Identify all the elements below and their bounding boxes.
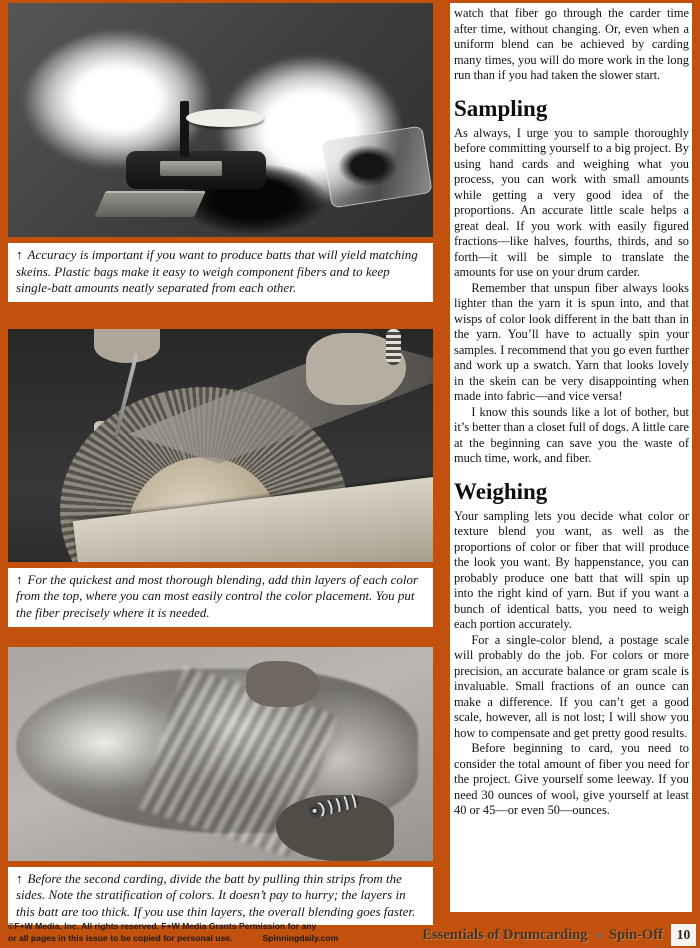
photo-drum-carder-layering	[8, 329, 433, 562]
hand-gripping-batt-top	[246, 661, 320, 707]
running-footer	[422, 924, 696, 946]
sampling-paragraph-2: Remember that unspun fiber always looks lighter than the yarn it is spun into, and that wisps of color look different in the batt than in the yarn. You’ll have to actually spin your samples. I recommend that you go even further and work up a swatch. Yarn that looks lovely in the skein can be very disappointing when made into fabric—and vice versa!	[454, 280, 689, 403]
up-arrow-icon: ↑	[16, 870, 23, 886]
sampling-paragraph-3: I know this sounds like a lot of bother, but it’s better than a closet full of dogs. A little care at the beginning can save you the waste of much time, work, and fiber.	[454, 404, 690, 465]
copyright-line-2: or all pages in this issue to be copied for personal use.	[8, 932, 233, 943]
caption-blending	[8, 568, 433, 627]
caption-text: For the quickest and most thorough blending, add thin layers of each color from the top, where you can most easily control the color placement. You put the fiber precisely where it is needed.	[16, 571, 419, 620]
photo-dividing-batt	[8, 647, 433, 861]
up-arrow-icon: ↑	[16, 247, 23, 262]
sampling-paragraph-1: As always, I urge you to sample thoroughly before committing yourself to a big project. By using hand cards and weighing what you process, you can work with small amounts while getting a very good idea of the proportions. An accurate little scale helps a great deal. If you work with easily figured fractions—like halves, fourths, thirds, and so forth—it will be simple to translate the amounts for use on your drum carder.	[454, 125, 689, 279]
weighing-paragraph-2: For a single-color blend, a postage scale will probably do the job. For colors or more precision, an accurate balance or gram scale is invaluable. Small fractions of an ounce can make a difference. If you can’t get a good scale, however, all is not lost; I will show you how to compensate and get pretty good results.	[454, 632, 689, 740]
publication-title: Essentials of Drumcarding	[422, 926, 588, 943]
square-separator-icon: ■	[595, 929, 601, 940]
caption-second-carding	[8, 867, 433, 926]
section-heading-sampling: Sampling	[454, 95, 548, 121]
photo-column	[8, 3, 433, 925]
copyright-notice	[8, 921, 378, 944]
balance-scale-pan	[186, 109, 264, 127]
article-column	[450, 3, 692, 912]
hand-holding-hook	[94, 329, 160, 363]
spinningdaily-url: Spinningdaily.com	[262, 932, 339, 943]
up-arrow-icon: ↑	[16, 571, 23, 587]
weighing-paragraph-1: Your sampling lets you decide what color or texture blend you want, as well as the proportions of color or fiber that will produce the look you want. By happenstance, you can probably produce one batt that will spin up into the right kind of yarn. But if you want a bunch of identical batts, you need to weigh each portion accurately.	[454, 508, 689, 631]
photo-balance-scale-and-fibers	[8, 3, 433, 237]
caption-text: Accuracy is important if you want to produce batts that will yield matching skeins. Plastic bags make it easy to weigh component fibers and to keep single-batt amounts neatly separated from each other.	[16, 247, 418, 296]
caption-accuracy	[8, 243, 433, 302]
magazine-name: Spin-Off	[609, 926, 663, 943]
balance-scale-post	[180, 101, 189, 157]
section-heading-weighing: Weighing	[454, 478, 548, 504]
fiber-inside-bag	[338, 145, 398, 187]
weights-box	[94, 191, 206, 217]
balance-scale-plaque	[160, 161, 222, 176]
weighing-paragraph-3: Before beginning to card, you need to consider the total amount of fiber you need for the project. Give yourself some leeway. If you need 30 ounces of wool, give yourself at least 40 or 45—or even 50—ounces.	[454, 741, 689, 817]
page-number: 10	[671, 924, 696, 946]
copyright-line-1: ©F+W Media, Inc. All rights reserved. F+W Media Grants Permission for any	[8, 921, 317, 931]
intro-paragraph: watch that fiber go through the carder time after time, without changing. Or, even when a uniform blend can be achieved by carding many times, you will do more work in the long run than if you had taken the slower start.	[454, 6, 689, 82]
wrist-bracelet	[386, 329, 401, 365]
caption-text: Before the second carding, divide the batt by pulling thin strips from the sides. Note the stratification of colors. It doesn’t pay to hurry; the layers in this batt are too thick. If you use thin layers, the overall blending goes faster.	[16, 870, 416, 919]
